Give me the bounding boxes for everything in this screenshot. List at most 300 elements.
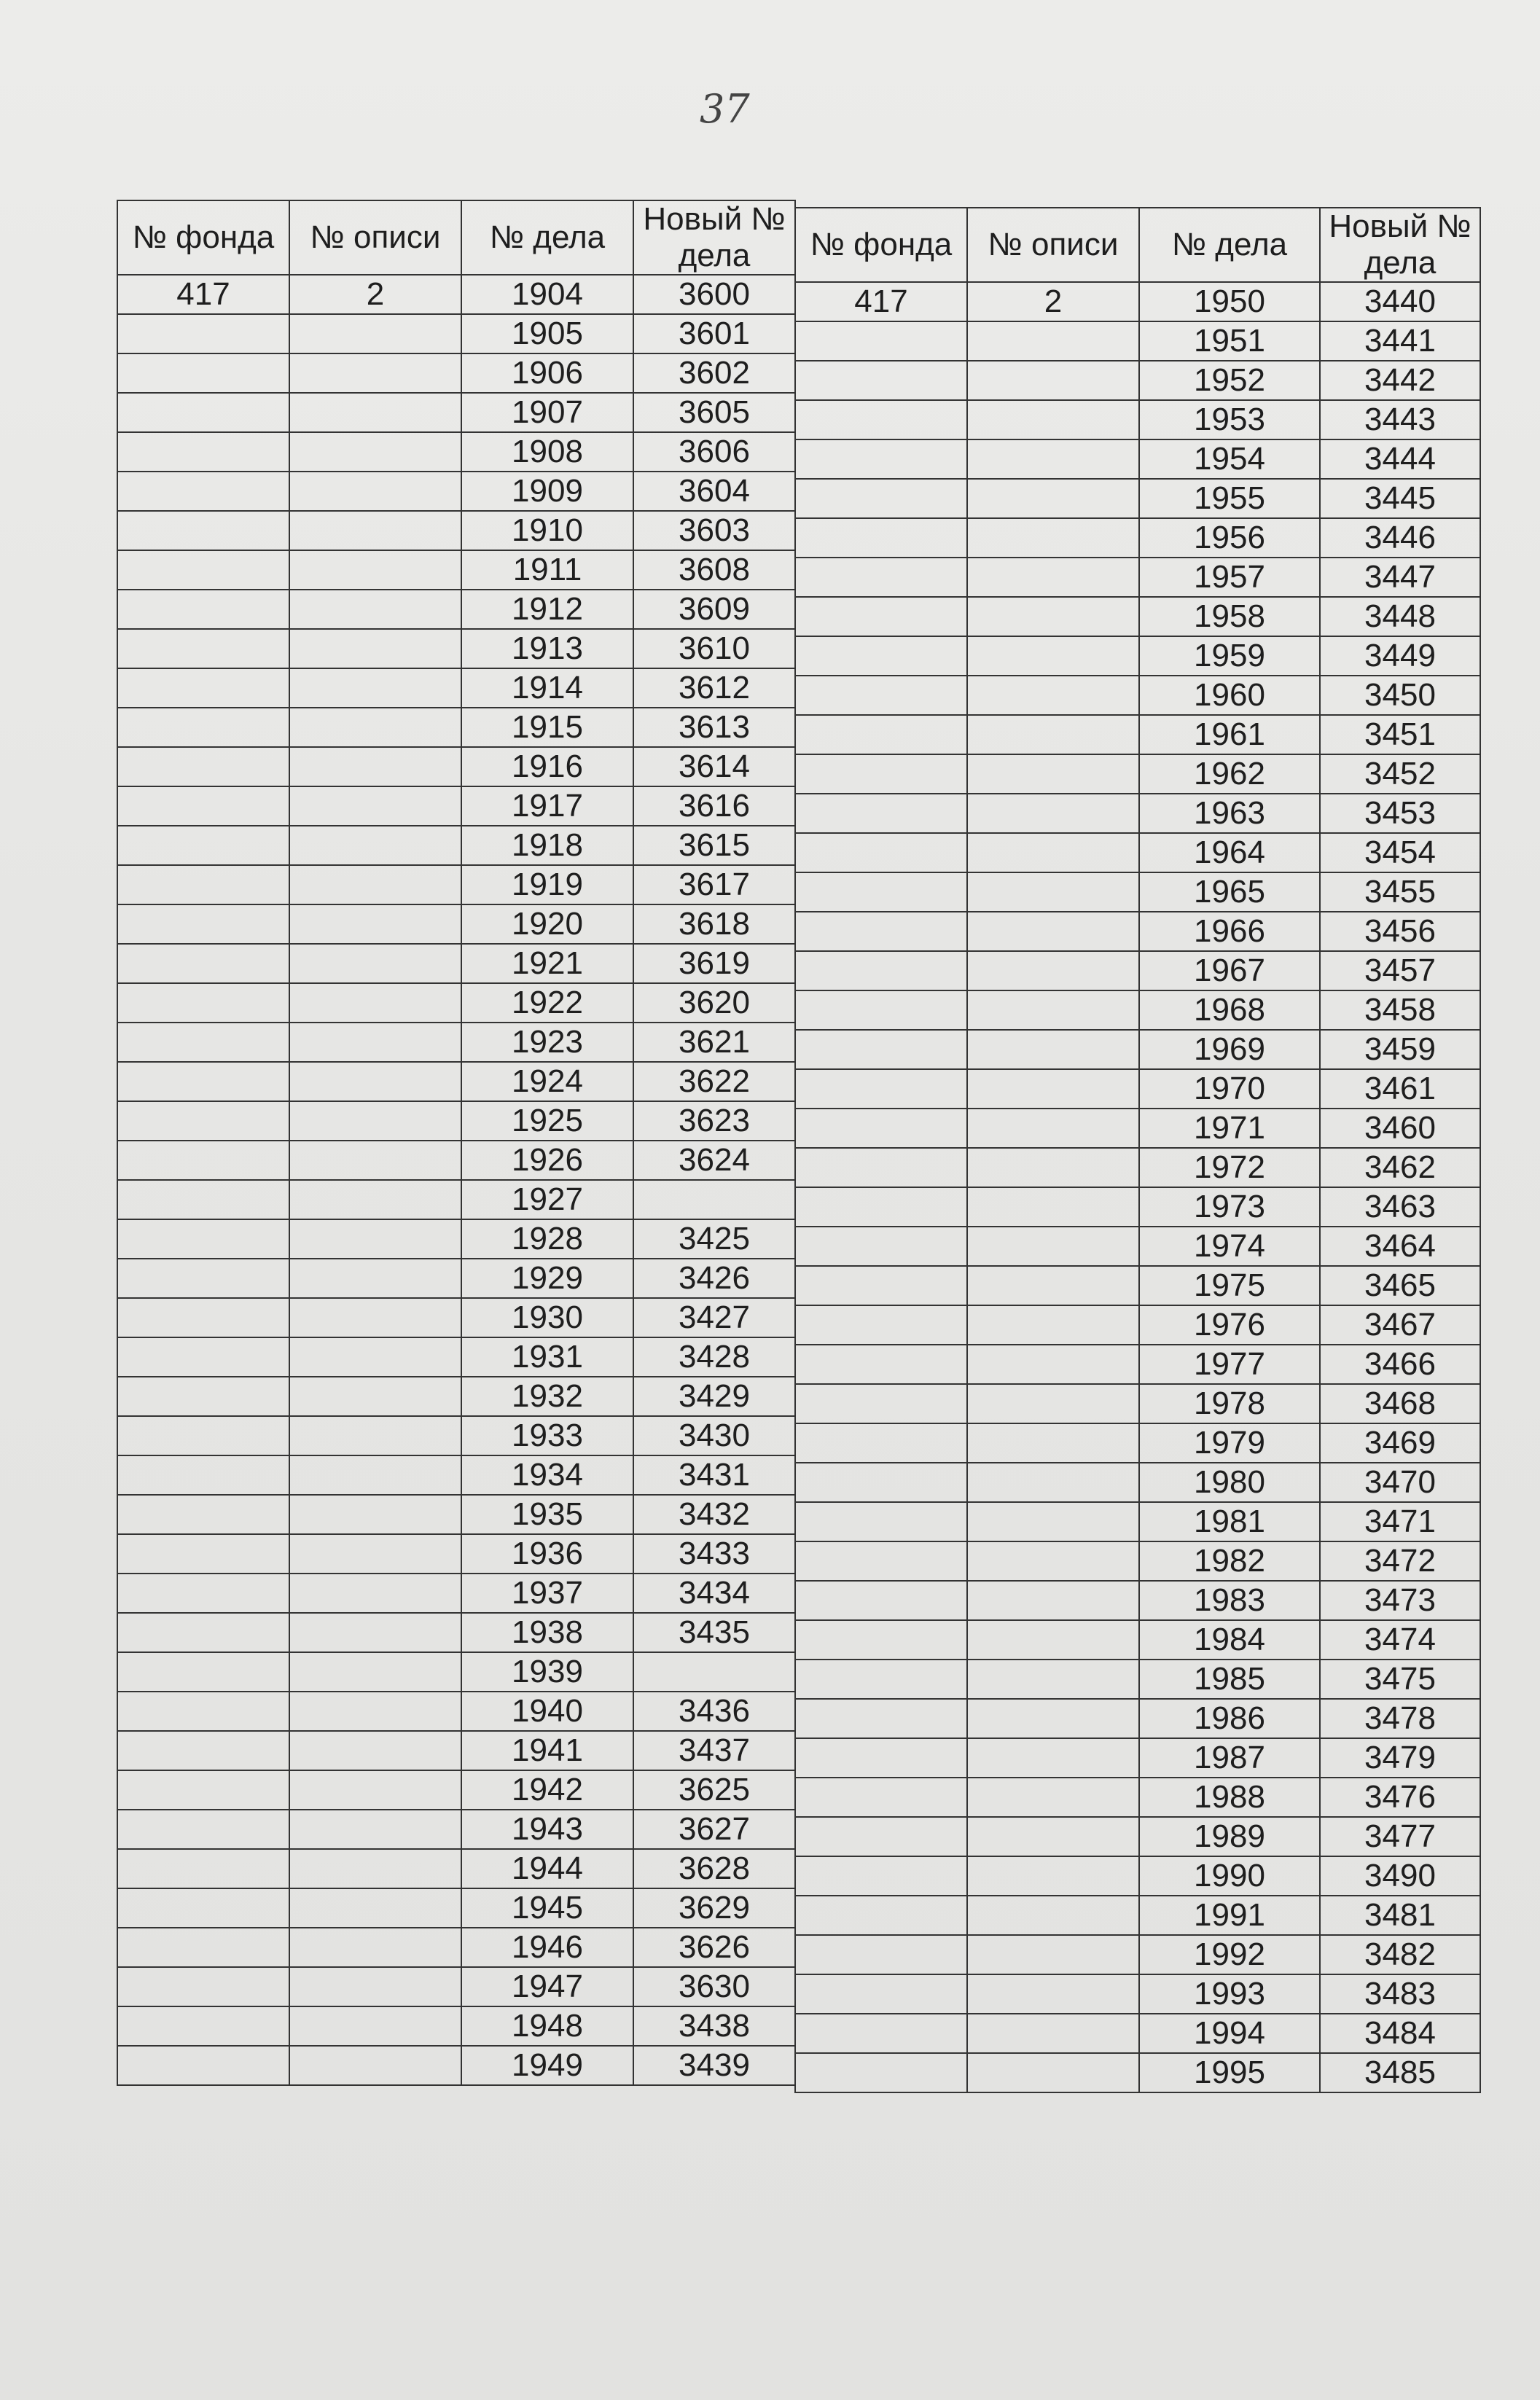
- cell-opis: [289, 1180, 461, 1219]
- table-row: [795, 2014, 1480, 2053]
- cell-new-delo: 3481: [1320, 1896, 1480, 1935]
- cell-delo: 1990: [1139, 1856, 1320, 1896]
- table-row: [795, 872, 1480, 912]
- cell-fond: [795, 990, 967, 1030]
- table-row: [795, 321, 1480, 361]
- cell-opis: [289, 472, 461, 511]
- cell-delo: 1904: [461, 275, 633, 314]
- cell-new-delo: [633, 1180, 795, 1219]
- cell-new-delo: 3616: [633, 786, 795, 826]
- cell-fond: [117, 826, 289, 865]
- table-row: [117, 2046, 795, 2085]
- cell-fond: [117, 1574, 289, 1613]
- cell-new-delo: 3604: [633, 472, 795, 511]
- cell-delo: 1940: [461, 1692, 633, 1731]
- table-row: [795, 1187, 1480, 1227]
- cell-fond: [795, 1935, 967, 1974]
- table-row: [117, 1810, 795, 1849]
- cell-delo: 1984: [1139, 1620, 1320, 1660]
- cell-opis: [289, 1888, 461, 1928]
- cell-fond: [117, 1377, 289, 1416]
- table-row: [795, 1227, 1480, 1266]
- cell-new-delo: 3471: [1320, 1502, 1480, 1541]
- page-number: 37: [700, 86, 750, 132]
- table-row: [117, 708, 795, 747]
- cell-delo: 1959: [1139, 636, 1320, 676]
- cell-delo: 1949: [461, 2046, 633, 2085]
- cell-new-delo: 3476: [1320, 1778, 1480, 1817]
- cell-fond: [117, 629, 289, 668]
- cell-new-delo: 3474: [1320, 1620, 1480, 1660]
- cell-fond: [117, 1731, 289, 1770]
- table-row: [117, 944, 795, 983]
- cell-fond: [795, 1738, 967, 1778]
- cell-opis: [967, 1463, 1139, 1502]
- cell-delo: 1989: [1139, 1817, 1320, 1856]
- cell-new-delo: 3432: [633, 1495, 795, 1534]
- table-row: [795, 1660, 1480, 1699]
- table-row: [117, 1101, 795, 1141]
- cell-fond: [795, 479, 967, 518]
- cell-new-delo: 3622: [633, 1062, 795, 1101]
- cell-opis: [289, 629, 461, 668]
- cell-opis: [289, 1534, 461, 1574]
- cell-opis: [289, 1023, 461, 1062]
- cell-delo: 1953: [1139, 400, 1320, 439]
- cell-opis: [967, 1856, 1139, 1896]
- table-row: [117, 1692, 795, 1731]
- cell-new-delo: 3603: [633, 511, 795, 550]
- table-row: [795, 1345, 1480, 1384]
- cell-fond: [117, 1180, 289, 1219]
- cell-fond: [117, 786, 289, 826]
- cell-new-delo: 3609: [633, 590, 795, 629]
- table-row: [795, 833, 1480, 872]
- cell-new-delo: 3458: [1320, 990, 1480, 1030]
- cell-delo: 1916: [461, 747, 633, 786]
- cell-new-delo: 3464: [1320, 1227, 1480, 1266]
- cell-fond: [117, 1298, 289, 1337]
- table-row: [795, 1817, 1480, 1856]
- cell-delo: 1912: [461, 590, 633, 629]
- cell-new-delo: 3477: [1320, 1817, 1480, 1856]
- table-row: [795, 1974, 1480, 2014]
- table-row: [117, 2006, 795, 2046]
- cell-new-delo: 3484: [1320, 2014, 1480, 2053]
- cell-new-delo: 3605: [633, 393, 795, 432]
- cell-opis: [967, 1541, 1139, 1581]
- cell-opis: [967, 1305, 1139, 1345]
- cell-delo: 1995: [1139, 2053, 1320, 2092]
- cell-delo: 1943: [461, 1810, 633, 1849]
- table-row: [117, 472, 795, 511]
- cell-delo: 1991: [1139, 1896, 1320, 1935]
- cell-delo: 1971: [1139, 1109, 1320, 1148]
- cell-fond: [117, 314, 289, 353]
- cell-delo: 1905: [461, 314, 633, 353]
- left-table: [117, 200, 796, 2086]
- cell-fond: [117, 1652, 289, 1692]
- table-row: [117, 1613, 795, 1652]
- header-new-delo: Новый № дела: [633, 200, 795, 275]
- table-row: [795, 912, 1480, 951]
- cell-fond: [795, 1305, 967, 1345]
- cell-new-delo: 3470: [1320, 1463, 1480, 1502]
- cell-delo: 1942: [461, 1770, 633, 1810]
- table-row: [117, 1298, 795, 1337]
- cell-delo: 1977: [1139, 1345, 1320, 1384]
- cell-fond: [117, 1928, 289, 1967]
- cell-new-delo: 3429: [633, 1377, 795, 1416]
- cell-opis: [289, 550, 461, 590]
- cell-fond: [117, 983, 289, 1023]
- cell-opis: [967, 1817, 1139, 1856]
- cell-new-delo: 3453: [1320, 794, 1480, 833]
- cell-opis: [289, 353, 461, 393]
- cell-fond: [795, 1423, 967, 1463]
- cell-new-delo: 3475: [1320, 1660, 1480, 1699]
- cell-opis: [289, 1652, 461, 1692]
- right-table: [794, 207, 1481, 2093]
- cell-delo: 1950: [1139, 282, 1320, 321]
- table-row: [117, 1180, 795, 1219]
- cell-fond: 417: [117, 275, 289, 314]
- table-row: [795, 1699, 1480, 1738]
- table-row: [795, 1581, 1480, 1620]
- table-row: [795, 1502, 1480, 1541]
- table-row: [117, 629, 795, 668]
- cell-opis: [289, 2046, 461, 2085]
- cell-opis: [289, 1298, 461, 1337]
- cell-new-delo: 3612: [633, 668, 795, 708]
- cell-delo: 1937: [461, 1574, 633, 1613]
- header-fond: № фонда: [117, 200, 289, 275]
- cell-new-delo: 3434: [633, 1574, 795, 1613]
- cell-opis: [967, 1660, 1139, 1699]
- cell-delo: 1931: [461, 1337, 633, 1377]
- cell-fond: [117, 865, 289, 904]
- cell-fond: [117, 353, 289, 393]
- cell-fond: [117, 708, 289, 747]
- cell-new-delo: 3466: [1320, 1345, 1480, 1384]
- cell-opis: [967, 1699, 1139, 1738]
- cell-new-delo: 3469: [1320, 1423, 1480, 1463]
- cell-opis: [289, 511, 461, 550]
- cell-fond: [795, 715, 967, 754]
- table-row: [117, 511, 795, 550]
- cell-opis: [967, 1384, 1139, 1423]
- cell-new-delo: 3625: [633, 1770, 795, 1810]
- table-row: [117, 590, 795, 629]
- cell-fond: [795, 951, 967, 990]
- cell-delo: 1951: [1139, 321, 1320, 361]
- cell-new-delo: 3623: [633, 1101, 795, 1141]
- table-row: [117, 1770, 795, 1810]
- cell-opis: [289, 1259, 461, 1298]
- cell-delo: 1928: [461, 1219, 633, 1259]
- cell-delo: 1958: [1139, 597, 1320, 636]
- table-row: [117, 786, 795, 826]
- cell-fond: [795, 1541, 967, 1581]
- table-row: [795, 1896, 1480, 1935]
- cell-delo: 1980: [1139, 1463, 1320, 1502]
- cell-new-delo: 3461: [1320, 1069, 1480, 1109]
- cell-fond: [795, 1974, 967, 2014]
- table-row: [117, 432, 795, 472]
- table-row: [117, 1062, 795, 1101]
- cell-new-delo: 3428: [633, 1337, 795, 1377]
- cell-opis: [289, 1967, 461, 2006]
- cell-delo: 1960: [1139, 676, 1320, 715]
- table-row: [117, 747, 795, 786]
- cell-new-delo: 3619: [633, 944, 795, 983]
- cell-delo: 1938: [461, 1613, 633, 1652]
- cell-opis: [967, 1069, 1139, 1109]
- table-row: [795, 1738, 1480, 1778]
- cell-new-delo: 3465: [1320, 1266, 1480, 1305]
- cell-opis: [967, 833, 1139, 872]
- cell-delo: 1983: [1139, 1581, 1320, 1620]
- cell-fond: [117, 1495, 289, 1534]
- cell-new-delo: 3620: [633, 983, 795, 1023]
- cell-fond: [795, 833, 967, 872]
- cell-opis: [967, 597, 1139, 636]
- cell-new-delo: 3618: [633, 904, 795, 944]
- header-delo: № дела: [461, 200, 633, 275]
- cell-new-delo: 3440: [1320, 282, 1480, 321]
- cell-opis: 2: [967, 282, 1139, 321]
- cell-delo: 1919: [461, 865, 633, 904]
- cell-fond: [795, 518, 967, 558]
- table-row: [117, 1023, 795, 1062]
- cell-new-delo: 3452: [1320, 754, 1480, 794]
- cell-opis: [967, 1423, 1139, 1463]
- cell-opis: [967, 715, 1139, 754]
- table-row: [795, 439, 1480, 479]
- cell-delo: 1952: [1139, 361, 1320, 400]
- cell-fond: [795, 1856, 967, 1896]
- cell-opis: [967, 1738, 1139, 1778]
- cell-fond: [117, 1219, 289, 1259]
- cell-new-delo: 3629: [633, 1888, 795, 1928]
- table-row: [117, 1574, 795, 1613]
- cell-delo: 1957: [1139, 558, 1320, 597]
- header-opis: № описи: [967, 208, 1139, 282]
- table-row: [795, 1620, 1480, 1660]
- cell-delo: 1963: [1139, 794, 1320, 833]
- table-row: [795, 676, 1480, 715]
- cell-fond: [795, 754, 967, 794]
- cell-opis: [289, 826, 461, 865]
- cell-fond: [795, 636, 967, 676]
- cell-fond: [795, 1030, 967, 1069]
- cell-opis: [289, 1692, 461, 1731]
- cell-new-delo: 3621: [633, 1023, 795, 1062]
- cell-new-delo: 3472: [1320, 1541, 1480, 1581]
- cell-fond: [117, 1062, 289, 1101]
- cell-delo: 1918: [461, 826, 633, 865]
- cell-opis: [289, 1141, 461, 1180]
- table-row: [795, 2053, 1480, 2092]
- cell-opis: [289, 432, 461, 472]
- cell-new-delo: 3602: [633, 353, 795, 393]
- cell-fond: [117, 1692, 289, 1731]
- cell-delo: 1966: [1139, 912, 1320, 951]
- cell-delo: 1987: [1139, 1738, 1320, 1778]
- cell-fond: [117, 1770, 289, 1810]
- cell-delo: 1939: [461, 1652, 633, 1692]
- cell-new-delo: 3439: [633, 2046, 795, 2085]
- cell-delo: 1976: [1139, 1305, 1320, 1345]
- cell-new-delo: 3628: [633, 1849, 795, 1888]
- table-row: [117, 1888, 795, 1928]
- cell-fond: [117, 1888, 289, 1928]
- cell-delo: 1908: [461, 432, 633, 472]
- cell-opis: [967, 636, 1139, 676]
- cell-delo: 1982: [1139, 1541, 1320, 1581]
- cell-opis: [967, 1030, 1139, 1069]
- cell-delo: 1956: [1139, 518, 1320, 558]
- table-row: [795, 1463, 1480, 1502]
- cell-delo: 1913: [461, 629, 633, 668]
- cell-opis: [289, 393, 461, 432]
- cell-fond: [795, 2014, 967, 2053]
- cell-opis: [967, 1187, 1139, 1227]
- cell-new-delo: 3437: [633, 1731, 795, 1770]
- table-row: [795, 794, 1480, 833]
- cell-opis: [967, 676, 1139, 715]
- table-row: [795, 479, 1480, 518]
- right-table-body: [795, 282, 1480, 2092]
- cell-opis: [289, 786, 461, 826]
- header-opis: № описи: [289, 200, 461, 275]
- cell-opis: [289, 314, 461, 353]
- cell-fond: [795, 1896, 967, 1935]
- cell-opis: [289, 1613, 461, 1652]
- cell-new-delo: 3457: [1320, 951, 1480, 990]
- cell-opis: [289, 1574, 461, 1613]
- cell-delo: 1981: [1139, 1502, 1320, 1541]
- cell-new-delo: 3473: [1320, 1581, 1480, 1620]
- cell-fond: [795, 1620, 967, 1660]
- cell-opis: [289, 1849, 461, 1888]
- table-row: [795, 1935, 1480, 1974]
- table-row: [795, 282, 1480, 321]
- cell-new-delo: 3463: [1320, 1187, 1480, 1227]
- cell-delo: 1975: [1139, 1266, 1320, 1305]
- cell-new-delo: 3606: [633, 432, 795, 472]
- cell-opis: [289, 1810, 461, 1849]
- cell-new-delo: 3455: [1320, 872, 1480, 912]
- cell-fond: [795, 1581, 967, 1620]
- cell-fond: [795, 361, 967, 400]
- table-row: [117, 1455, 795, 1495]
- cell-fond: [795, 1699, 967, 1738]
- cell-delo: 1930: [461, 1298, 633, 1337]
- cell-opis: [289, 904, 461, 944]
- cell-new-delo: 3431: [633, 1455, 795, 1495]
- cell-delo: 1921: [461, 944, 633, 983]
- table-row: [117, 904, 795, 944]
- cell-delo: 1978: [1139, 1384, 1320, 1423]
- cell-new-delo: 3435: [633, 1613, 795, 1652]
- table-row: [117, 1141, 795, 1180]
- cell-opis: 2: [289, 275, 461, 314]
- cell-new-delo: 3444: [1320, 439, 1480, 479]
- cell-fond: [795, 872, 967, 912]
- table-row: [795, 1856, 1480, 1896]
- cell-delo: 1968: [1139, 990, 1320, 1030]
- cell-opis: [967, 1502, 1139, 1541]
- table-row: [117, 314, 795, 353]
- cell-opis: [967, 321, 1139, 361]
- table-row: [117, 1967, 795, 2006]
- cell-new-delo: 3613: [633, 708, 795, 747]
- cell-opis: [289, 1928, 461, 1967]
- cell-new-delo: 3467: [1320, 1305, 1480, 1345]
- cell-new-delo: 3427: [633, 1298, 795, 1337]
- table-row: [795, 1541, 1480, 1581]
- cell-new-delo: 3459: [1320, 1030, 1480, 1069]
- cell-delo: 1964: [1139, 833, 1320, 872]
- cell-delo: 1934: [461, 1455, 633, 1495]
- cell-fond: [117, 590, 289, 629]
- table-row: [795, 990, 1480, 1030]
- table-row: [795, 518, 1480, 558]
- cell-delo: 1967: [1139, 951, 1320, 990]
- table-row: [795, 1109, 1480, 1148]
- cell-new-delo: 3608: [633, 550, 795, 590]
- cell-opis: [967, 872, 1139, 912]
- cell-delo: 1961: [1139, 715, 1320, 754]
- cell-delo: 1911: [461, 550, 633, 590]
- cell-delo: 1973: [1139, 1187, 1320, 1227]
- table-row: [795, 1305, 1480, 1345]
- cell-new-delo: 3478: [1320, 1699, 1480, 1738]
- cell-new-delo: 3630: [633, 1967, 795, 2006]
- left-table-body: [117, 275, 795, 2085]
- cell-opis: [967, 794, 1139, 833]
- table-row: [795, 1384, 1480, 1423]
- table-row: [117, 1219, 795, 1259]
- cell-fond: [795, 1778, 967, 1817]
- cell-new-delo: 3626: [633, 1928, 795, 1967]
- cell-fond: [795, 321, 967, 361]
- table-row: [117, 1259, 795, 1298]
- cell-delo: 1914: [461, 668, 633, 708]
- cell-delo: 1969: [1139, 1030, 1320, 1069]
- table-row: [795, 951, 1480, 990]
- cell-opis: [967, 951, 1139, 990]
- cell-delo: 1906: [461, 353, 633, 393]
- cell-new-delo: 3462: [1320, 1148, 1480, 1187]
- table-row: [117, 1337, 795, 1377]
- cell-delo: 1986: [1139, 1699, 1320, 1738]
- cell-opis: [289, 747, 461, 786]
- cell-fond: [117, 944, 289, 983]
- cell-fond: [117, 1337, 289, 1377]
- header-row: [795, 208, 1480, 282]
- cell-delo: 1907: [461, 393, 633, 432]
- cell-opis: [289, 1219, 461, 1259]
- table-row: [117, 275, 795, 314]
- cell-fond: [795, 1345, 967, 1384]
- table-row: [795, 636, 1480, 676]
- cell-opis: [967, 2053, 1139, 2092]
- cell-delo: 1955: [1139, 479, 1320, 518]
- table-row: [795, 597, 1480, 636]
- cell-fond: [117, 550, 289, 590]
